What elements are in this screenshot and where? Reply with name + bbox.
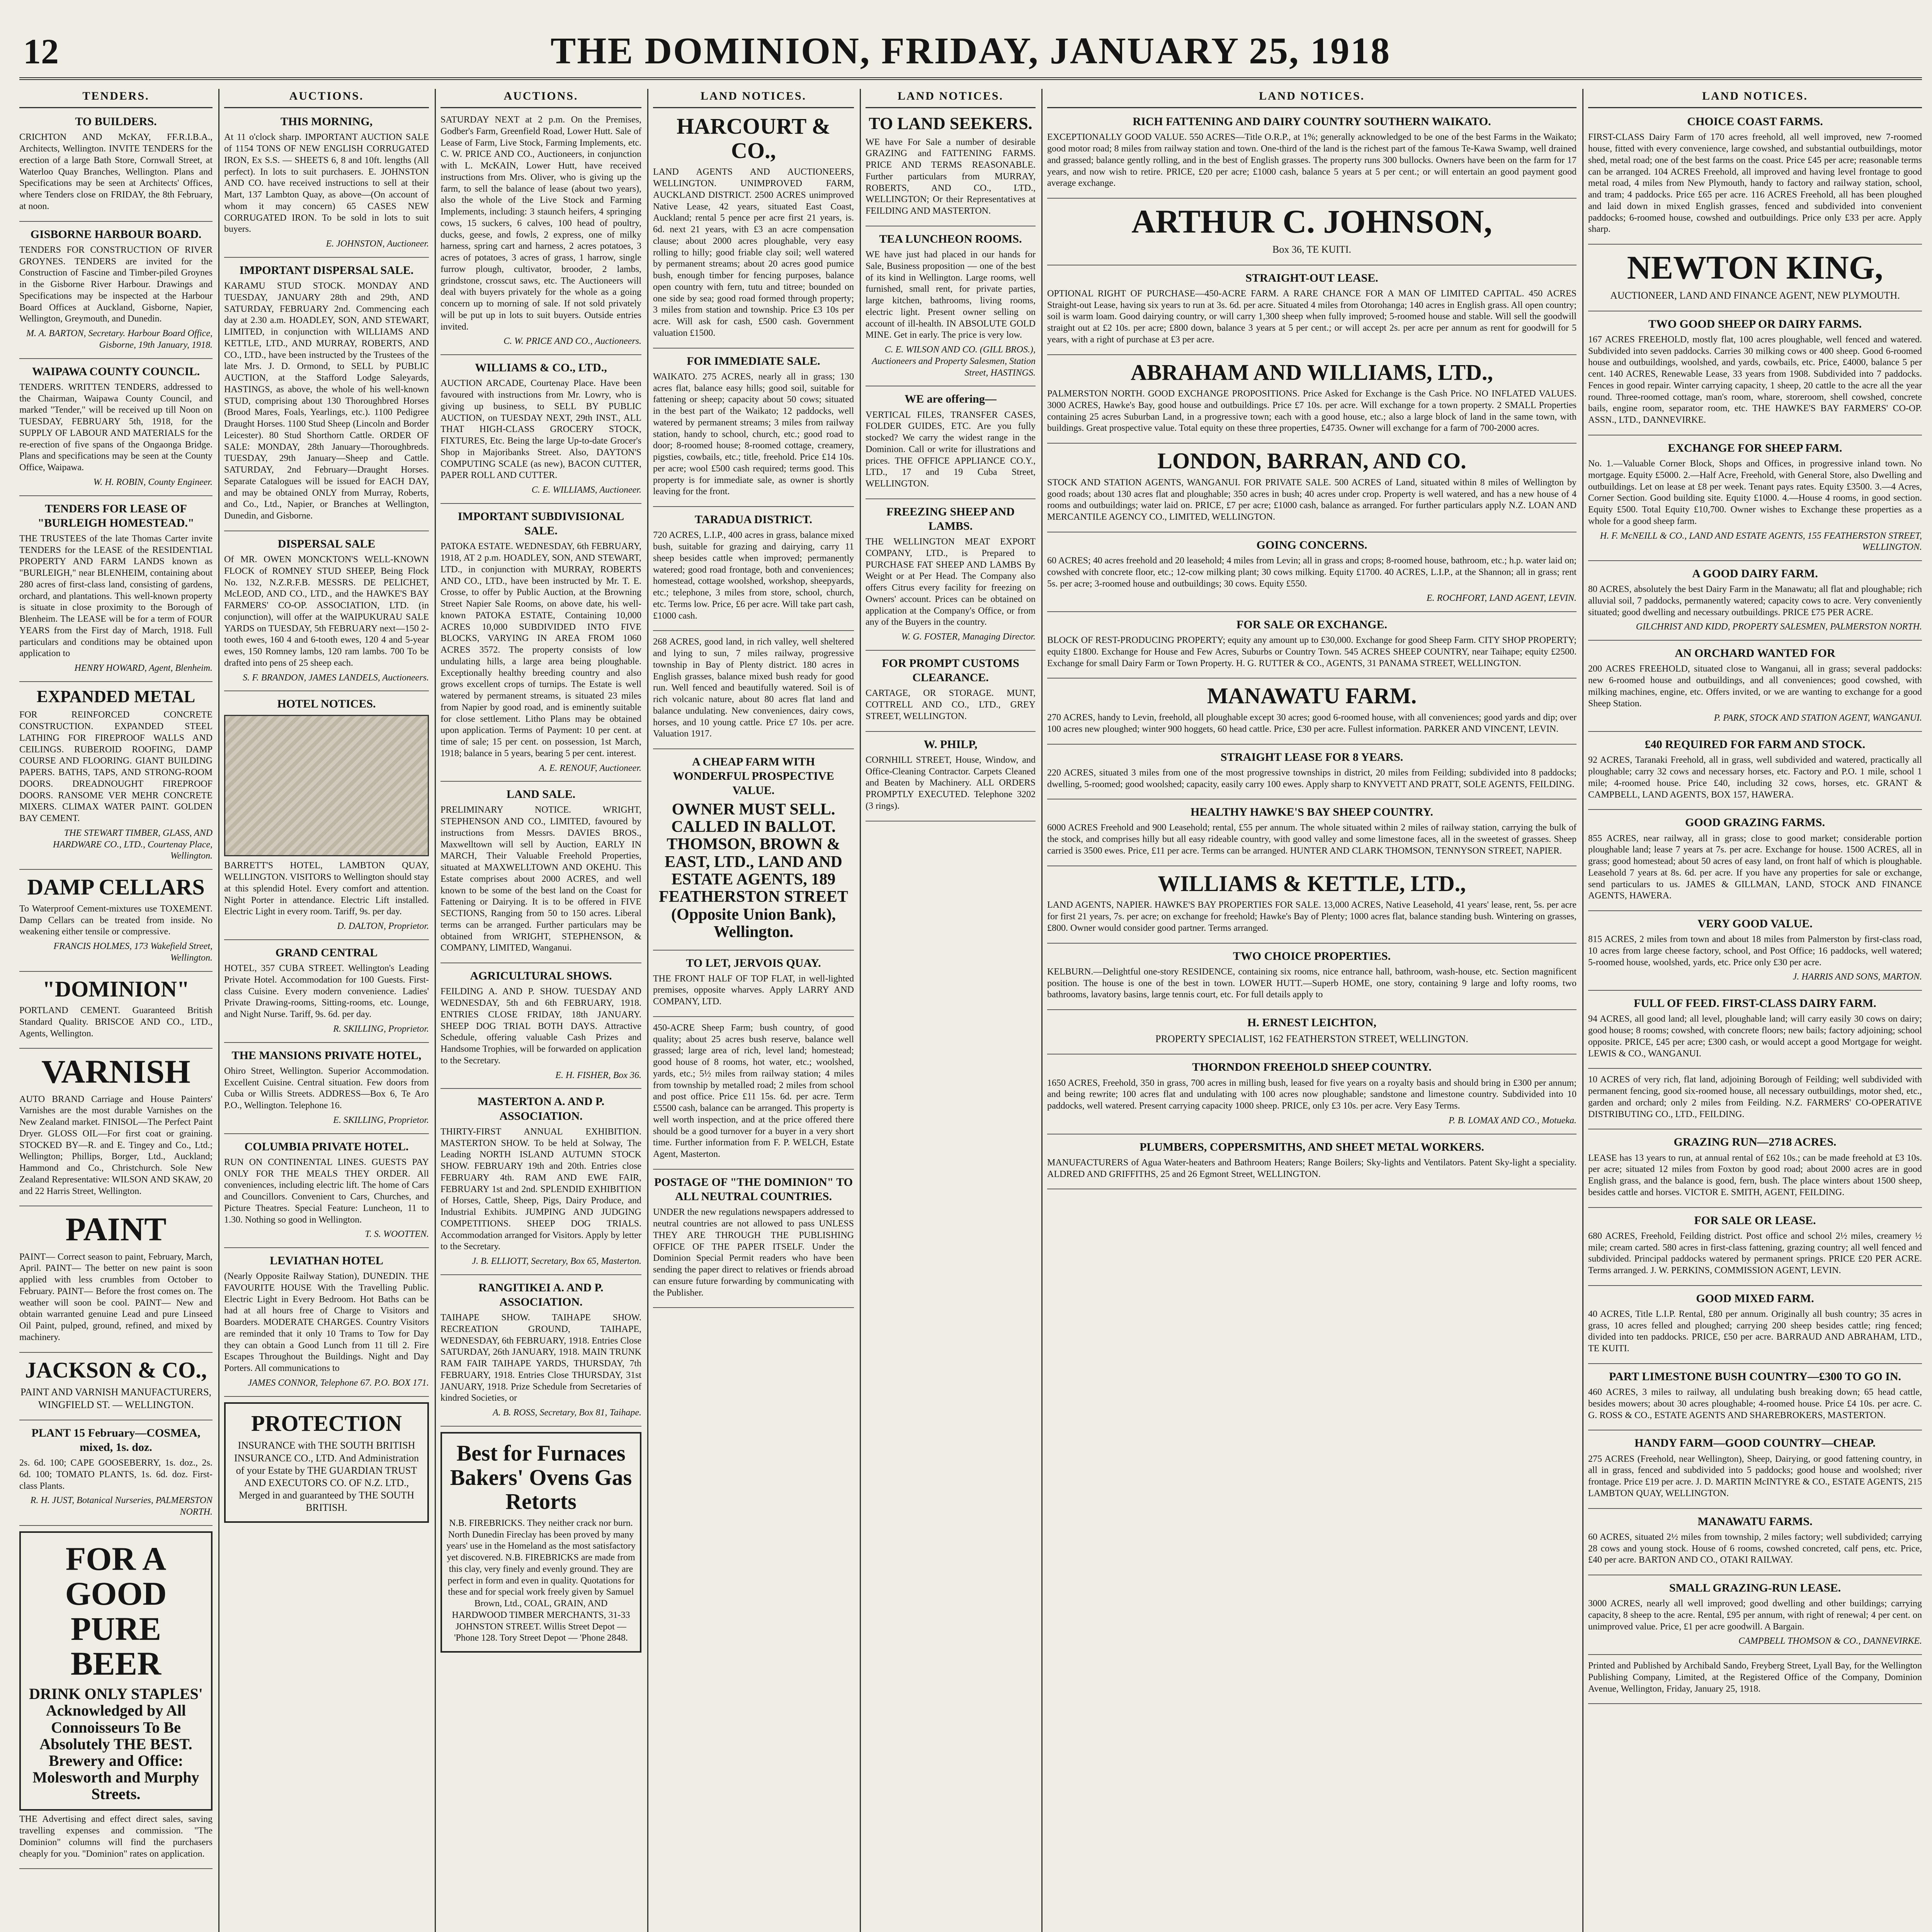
column-land-3 [1047,89,1577,1932]
ad-title: NEWTON KING, [1627,249,1883,286]
ad-body: KARAMU STUD STOCK. MONDAY AND TUESDAY, JANUARY 28th and 29th, AND SATURDAY, FEBRUARY 2nd. Commencing each day at 2.30 a.m. HOADLEY, SON, AND STEWART, LIMITED, in conjunction with WILLIAMS AND KETTLE, LTD., AND MURRAY, ROBERTS, AND CO., LTD., have been instructed by the Trustees of the late Mrs. J. D. Ormond, to SELL by PUBLIC AUCTION, at the Stafford Lodge Saleyards, HASTINGS, as above, the whole of his well-known STUD, comprising about 130 Thoroughbred Horses (Brood Mares, Foals, Yearlings, etc.). 1100 Pedigree Draught Horses. 1100 Stud Sheep (Lincoln and Border Leicester). 80 Stud Shorthorn Cattle. ORDER OF SALE: MONDAY, 28th January—Thoroughbreds. TUESDAY, 29th January—Sheep and Cattle. SATURDAY, 2nd February—Draught Horses. Separate Catalogues will be issued for EACH DAY, and may be obtained ONLY from Murray, Roberts, and Co., Ltd., Napier, or Branches at Wellington, Dunedin, and Gisborne. [224,281,429,521]
ad-to-let [653,956,854,1017]
ad-meat-export [866,505,1036,651]
ad-title: MASTERTON A. AND P. ASSOCIATION. [477,1095,605,1122]
ad-title: MANAWATU FARM. [1207,683,1417,709]
column-rule [435,89,436,1932]
ad-advertising [19,1814,213,1869]
ad-body: (Nearly Opposite Railway Station), DUNEDIN. THE FAVOURITE HOUSE With the Travelling Public. Electric Light in Every Bedroom. Hot Baths can be had at all hours free of Charge to Visitors and Boarders. MODERATE CHARGES. Country Visitors are reminded that it only 10 Trams to Tow for Day they can obtain a Good Lunch from 11 till 2. Fire Escapes Throughout the Buildings. Night and Day Porters. All communications to [224,1271,429,1374]
ad-body: 270 ACRES, handy to Levin, freehold, all ploughable except 30 acres; good 6-roomed house, with all conveniences; good yards and dip; over 100 acres new ploughed; winter 900 hoggets, 60 head cattle. Price, £30 per acre. Fullest information. PARKER AND VINCENT, LEVIN. [1047,713,1577,734]
ad-title: TO LET, JERVOIS QUAY. [686,956,821,969]
ad-title: TENDERS FOR LEASE OF "BURLEIGH HOMESTEAD." [37,502,194,529]
ad-jackson [19,1358,213,1420]
ad-body: Printed and Published by Archibald Sando, Freyberg Street, Lyall Bay, for the Wellington Publishing Company, Limited, at the Registered Office of the Company, Dominion Avenue, Wellington, Friday, January 25, 1918. [1588,1661,1922,1694]
ad-body: THIRTY-FIRST ANNUAL EXHIBITION. MASTERTON SHOW. To be held at Solway, The Leading NORTH ISLAND AUTUMN STOCK SHOW. FEBRUARY 19th and 20th. Entries close FEBRUARY 4th. RAM AND EWE FAIR, FEBRUARY 1st and 2nd. SPLENDID EXHIBITION of Horses, Cattle, Sheep, Pigs, Dairy Produce, and Industrial Exhibits. JUMPING AND JUDGING COMPETITIONS. SHEEP DOG TRIALS. Accommodation arranged for Visitors. Apply by letter to the Secretary. [440,1126,641,1252]
ad-body: 60 ACRES, situated 2½ miles from township, 2 miles factory; well subdivided; carrying 28 cows and young stock. House of 6 rooms, cowshed concreted, calf pens, etc. Price, £40 per acre. BARTON AND CO., OTAKI RAILWAY. [1588,1532,1922,1565]
ad-signature: R. H. JUST, Botanical Nurseries, PALMERSTON NORTH. [30,1495,213,1517]
ad-body: KELBURN.—Delightful one-story RESIDENCE, containing six rooms, nice entrance hall, bathroom, wash-house, etc. Section magnificent position. The house is one of the best in town. LOWER HUTT.—Superb HOME, one story, containing 9 large and lofty rooms, two bathrooms, lavatory basins, large tennis court, etc. For full details apply to [1047,966,1577,1000]
ad-body: 40 ACRES, Title L.I.P. Rental, £80 per annum. Originally all bush country; 35 acres in grass, 10 acres felled and ploughed; carrying 200 sheep besides cattle; ring fenced; divided into ten paddocks. PRICE, £50 per acre. BARRAUD AND ABRAHAM, LTD., TE KUITI. [1588,1309,1922,1354]
ad-body: 855 ACRES, near railway, all in grass; close to good market; considerable portion ploughable land; lease 7 years at 7s. per acre. Exchange for house. 1500 ACRES, all in grass; good homestead; about 50 acres of easy land, on front half of which is ploughable. Leasehold 7 years at 8s. 6d. per acre. If you have any properties for sale or exchange, send particulars to us. JAMES & GILLMAN, LAND, STOCK AND FINANCE AGENTS, HAWERA. [1588,833,1922,901]
ad-immediate-sale [653,354,854,507]
ad-body: 450-ACRE Sheep Farm; bush country, of good quality; about 25 acres bush reserve, balance well grassed; large area of rich, level land; homestead; good house of 8 rooms, hot water, etc.; woolshed, yards, etc.; 5½ miles from railway station; 4 miles from township by metalled road; 2 miles from school and post office. Price £11 15s. 6d. per acre. Term £5500 cash, balance can be arranged. This property is well worth inspection, and at the price offered there should be a good turnover for a buyer in a very short time. Further information from F. P. WELCH, Estate Agent, Masterton. [653,1022,854,1160]
ad-title: WILLIAMS & CO., LTD., [475,361,607,374]
ad-title: GRAND CENTRAL [275,946,378,959]
ad-body: 720 ACRES, L.I.P., 400 acres in grass, balance mixed bush, suitable for grazing and dairying, carry 11 sheep besides cattle when improved; permanently watered; good road frontage, both and conveniences; homestead, cottage woolshed, workshop, sheepyards, etc.; telephone, 3 miles from store, school, church, etc. Terms low. Price, £6 per acre. Will take part cash, £1000 cash. [653,530,854,621]
ad-corrugated-iron [224,114,429,258]
ad-signature: FRANCIS HOLMES, 173 Wakefield Street, Wellington. [53,941,213,963]
ad-body: CARTAGE, OR STORAGE. MUNT, COTTRELL AND CO., LTD., GREY STREET, WELLINGTON. [866,688,1036,721]
ad-title: FOR IMMEDIATE SALE. [687,354,820,367]
ad-postage-notice [653,1175,854,1308]
ad-title: HARCOURT & CO., [676,114,831,163]
ad-damp-cellars [19,875,213,971]
ad-body: 268 ACRES, good land, in rich valley, well sheltered and lying to sun, 7 miles railway, progressive township in Bay of Plenty district. 180 acres in English grasses, balance mixed bush ready for good run. Well fenced and beautifully watered. Soil is of rich volcanic nature, about 80 acres flat land and balance undulating. New conveniences, dairy cows, horses, and 10 young cattle. Price £7 10s. per acre. Valuation 1917. [653,637,854,739]
ad-body: AUCTION ARCADE, Courtenay Place. Have been favoured with instructions from Mr. Lowry, who is giving up business, to SELL BY PUBLIC AUCTION, on TUESDAY NEXT, 29th INST., ALL THAT HIGH-CLASS GROCERY STOCK, FIXTURES, Etc. Being the large Up-to-date Grocer's Shop in Majoribanks Street. Also, DAYTON'S COMPUTING SCALE (as new), BACON CUTTER, PAPER ROLL AND CUTTER. [440,378,641,481]
ad-title: COLUMBIA PRIVATE HOTEL. [244,1140,409,1153]
ad-grant-campbell [1588,737,1922,810]
ad-exchange-sheep [1588,441,1922,561]
ad-body: 460 ACRES, 3 miles to railway, all undulating bush breaking down; 65 head cattle, besides mowers; about 30 acres ploughable; 4-roomed house. Price £4 10s. per acre. C. G. ROSS & CO., ESTATE AGENTS AND SHAREBROKERS, MASTERTON. [1588,1387,1922,1420]
column-auctions-2 [440,89,641,1932]
ad-signature: A. B. ROSS, Secretary, Box 81, Taihape. [493,1408,641,1418]
ad-south-british [224,1402,429,1523]
ad-title: FOR SALE OR LEASE. [1694,1214,1816,1227]
ad-body: BLOCK OF REST-PRODUCING PROPERTY; equity any amount up to £30,000. Exchange for good Sheep Farm. CITY SHOP PROPERTY; equity £1800. Exchange for House and Few Acres, Suburbs or Country Town. 545 ACRES SHEEP COUNTRY, near Taihape; equity £2500. Exchange for small Dairy Farm or Town Property. H. G. RUTTER & CO., AGENTS, 31 PANAMA STREET, WELLINGTON. [1047,635,1577,668]
column-header: AUCTIONS. [224,89,429,108]
ad-body: THE TRUSTEES of the late Thomas Carter invite TENDERS for the LEASE of the RESIDENTIAL PROPERTY AND FARM LANDS known as "BURLEIGH," near BLENHEIM, containing about 280 acres of first-class land, consisting of gardens, orchard, and plantations. This well-known property is situate in close proximity to the Borough of Blenheim. The LEASE will be for a term of FOUR YEARS from the First day of March, 1918. Full particulars and conditions may be obtained upon application to [19,533,213,659]
ad-title: PLUMBERS, COPPERSMITHS, AND SHEET METAL WORKERS. [1139,1140,1484,1153]
ad-burleigh-lease [19,502,213,682]
ad-title: STRAIGHT-OUT LEASE. [1245,271,1378,284]
ad-customs-clearance [866,656,1036,732]
ad-title: VARNISH [41,1053,190,1090]
ad-mixed-farm [1588,1291,1922,1364]
ad-title: AGRICULTURAL SHOWS. [470,969,612,983]
ad-title: ABRAHAM AND WILLIAMS, LTD., [1131,359,1493,385]
ad-choice-coast [1588,114,1922,245]
ad-barretts-hotel [224,697,429,940]
ad-title: TEA LUNCHEON ROOMS. [879,232,1022,245]
ad-title: TWO CHOICE PROPERTIES. [1233,949,1391,963]
ad-hawkes-bay-sheep [1047,805,1577,866]
ad-title: CHOICE COAST FARMS. [1687,115,1823,128]
ad-sale-or-lease [1588,1213,1922,1286]
ad-body: LAND AGENTS AND AUCTIONEERS, WELLINGTON. UNIMPROVED FARM, AUCKLAND DISTRICT. 2500 ACRES unimproved Native Lease, 42 years, situated East Coast, Auckland; rental 5 pence per acre first 21 years, is. 6d. next 21 years, with £3 an acre compensation clause; about 2000 acres ploughable, very easy rolling to hilly; good friable clay soil; well watered by permanent streams; about 20 acres good pumice bush, enough timber for fencing purposes, balance open country with fern, tutu and titree; bounded on one side by sea; good road formed through property; 3 miles from station and township. Price £3 10s per acre. Will ask for cash, £500 cash. Government valuation £1500. [653,167,854,338]
ad-paint [19,1212,213,1352]
ad-taradua [653,512,854,631]
ad-title: FOR SALE OR EXCHANGE. [1236,618,1388,631]
ad-signature: GILCHRIST AND KIDD, PROPERTY SALESMEN, PALMERSTON NORTH. [1636,622,1922,632]
ad-body: 200 ACRES FREEHOLD, situated close to Wanganui, all in grass; several paddocks: new 6-roomed house and outbuildings, and all conveniences; good cowshed, with milking machines, engine, etc. Offers invited, or we are wanting to exchange for a good Sheep Station. [1588,664,1922,709]
ad-staples-beer [19,1531,213,1811]
column-header: LAND NOTICES. [1588,89,1922,108]
ad-title: STRAIGHT LEASE FOR 8 YEARS. [1220,750,1403,764]
column-rule [647,89,648,1932]
ad-mansions-hotel [224,1048,429,1134]
ad-title: WILLIAMS & KETTLE, LTD., [1158,871,1466,896]
ad-body: THE FRONT HALF OF TOP FLAT, in well-lighted premises, opposite wharves. Apply LARRY AND COMPANY, LTD. [653,973,854,1007]
ad-straight-out-lease [1047,271,1577,355]
ad-ernest-leichton [1047,1015,1577,1054]
ad-title: THORNDON FREEHOLD SHEEP COUNTRY. [1192,1061,1432,1074]
ad-signature: E. H. FISHER, Box 36. [555,1070,641,1080]
ad-signature: HENRY HOWARD, Agent, Blenheim. [74,663,213,673]
ad-body: TAIHAPE SHOW. TAIHAPE SHOW. RECREATION GROUND, TAIHAPE, WEDNESDAY, 6th FEBRUARY, 1918. Entries Close SATURDAY, 26th JANUARY, 1918. MAIN TRUNK RAM FAIR TAIHAPE YARDS, THURSDAY, 7th FEBRUARY, 1918. Entries Close THURSDAY, 31st JANUARY, 1918. Prize Schedule from Secretaries of kindred Societies, or [440,1313,641,1403]
ad-body: FEILDING A. AND P. SHOW. TUESDAY AND WEDNESDAY, 5th and 6th FEBRUARY, 1918. ENTRIES CLOSE FRIDAY, 18th JANUARY. SHEEP DOG TRIAL BOTH DAYS. Attractive Schedule, offering valuable Cash Prizes and Handsome Trophies, will be forwarded on application to the Secretary. [440,986,641,1066]
ad-varnish [19,1054,213,1206]
ad-signature: T. S. WOOTTEN. [365,1229,429,1240]
column-header: LAND NOTICES. [653,89,854,108]
ad-title: GISBORNE HARBOUR BOARD. [30,228,202,241]
ad-body: N.B. FIREBRICKS. They neither crack nor burn. North Dunedin Fireclay has been proved by many years' use in the Homeland as the most satisfactory yet discovered. N.B. FIREBRICKS are made from this clay, very finely and evenly ground. They are perfect in form and even in quality. Quotations for these and for special work freely given by Samuel Brown, Ltd., COAL, GRAIN, AND HARDWOOD TIMBER MERCHANTS, 31-33 JOHNSTON STREET. Willis Street Depot — 'Phone 128. Tory Street Depot — 'Phone 2848. [446,1518,636,1643]
ad-body: RUN ON CONTINENTAL LINES. GUESTS PAY ONLY FOR THE MEALS THEY ORDER. All conveniences, including electric lift. The home of Cars and Councillors. Convenient to Cars, Churches, and Picture Theatres. Special Feature: Luncheon, 11 to 1.30. Nothing so good in Wellington. [224,1157,429,1225]
ad-williams-grocery [440,361,641,504]
ad-body: SATURDAY NEXT at 2 p.m. On the Premises, Godber's Farm, Greenfield Road, Lower Hutt. Sale of Lease of Farm, Live Stock, Farming Implements, etc. C. W. PRICE AND CO., Auctioneers, in conjunction with L. McKAIN, Lower Hutt, have received instructions from Mrs. Oliver, who is giving up the farm, to sell the balance of lease (about two years), also the whole of the Live Stock and Farming Implements, including: 3 staunch heifers, 4 springing cows, 15 suckers, 6 calves, 100 head of poultry, ducks, geese, and fowls, 2 express, one of milky harness, spring cart and harness, 2 acres potatoes, 3 acres of potatoes, 3 acres of grass, 1 harrow, single furrow plough, cultivator, brooder, 2 lambs, grindstone, crosscut saws, etc. The Auctioneers will deal with buyers privately for the whole as a going concern up to morning of sale. If not sold privately will be put up in lots to suit buyers. Outside entries invited. [440,115,641,332]
ad-very-good-value [1588,917,1922,991]
ad-manawatu-farms [1588,1514,1922,1575]
ad-title: LEVIATHAN HOTEL [270,1254,383,1267]
column-header: LAND NOTICES. [866,89,1036,108]
ad-signature: E. SKILLING, Proprietor. [333,1115,429,1125]
ad-firebricks [440,1432,641,1653]
page-number: 12 [23,32,59,71]
ad-body: 2s. 6d. 100; CAPE GOOSEBERRY, 1s. doz., 2s. 6d. 100; TOMATO PLANTS, 1s. 6d. doz. First-class Plants. [19,1458,213,1491]
ad-body: LEASE has 13 years to run, at annual rental of £62 10s.; can be made freehold at £3 10s. per acre; situated 12 miles from Foxton by good road; about 2000 acres are in good English grass, and the balance is good, fern, bush. The place winters about 1500 sheep, besides cattle and horses. VICTOR E. SMITH, AGENT, FEILDING. [1588,1153,1922,1197]
ad-body: OWNER MUST SELL. CALLED IN BALLOT. THOMSON, BROWN & EAST, LTD., LAND AND ESTATE AGENTS, 189 FEATHERSTON STREET (Opposite Union Bank), Wellington. [659,800,848,941]
ad-grazing-run [1588,1135,1922,1208]
ad-body: PRELIMINARY NOTICE. WRIGHT, STEPHENSON AND CO., LIMITED, favoured by instructions from Messrs. DAVIES BROS., Maxwelltown will sell by Auction, EARLY IN MARCH, Their Valuable Freehold Properties, situated at MAXWELLTOWN AND OKEHU. This Estate comprises about 2000 ACRES, and well known to be some of the best land on the Coast for Fattening or Dairying. It is to be offered in FIVE SECTIONS, Ranging from 50 to 150 acres. Liberal terms can be arranged. Further particulars may be obtained from WRIGHT, STEPHENSON, & COMPANY, LIMITED, Wanganui. [440,805,641,953]
ad-signature: P. B. LOMAX AND CO., Motueka. [1448,1115,1577,1126]
ad-title: EXCHANGE FOR SHEEP FARM. [1668,441,1842,454]
ad-harcourt [653,114,854,349]
ad-title: FREEZING SHEEP AND LAMBS. [886,505,1015,533]
ad-title: AN ORCHARD WANTED FOR [1675,647,1835,660]
ad-body: LAND AGENTS, NAPIER. HAWKE'S BAY PROPERTIES FOR SALE. 13,000 ACRES, Native Leasehold, 41 years' lease, rent, 5s. per acre for first 21 years, 7s. per acre; on exchange for freehold; Hawke's Bay of Plenty; 1000 acres flat, balance standing bush. Wintering on grasses, £800. Owner would consider good partner. Terms arranged. [1047,900,1577,933]
column-header: TENDERS. [19,89,213,108]
ad-title: THE MANSIONS PRIVATE HOTEL, [231,1049,422,1062]
ad-title: Best for Furnaces Bakers' Ovens Gas Retorts [450,1440,632,1514]
ad-orchard-wanted [1588,646,1922,732]
ad-body: STOCK AND STATION AGENTS, WANGANUI. FOR PRIVATE SALE. 500 ACRES of Land, situated within 8 miles of Wellington by good roads; about 130 acres flat and ploughable; 350 acres in bush; 40 acres under crop. Property is well watered, and has a new house of 4 rooms and outbuildings; water laid on. PRICE, £7 per acre; £1000 cash, balance as arranged. For further particulars apply N.Z. LOAN AND MERCANTILE AGENCY CO., LIMITED, WELLINGTON. [1047,477,1577,522]
ad-body: PROPERTY SPECIALIST, 162 FEATHERSTON STREET, WELLINGTON. [1155,1033,1468,1045]
ad-body: PAINT AND VARNISH MANUFACTURERS, WINGFIELD ST. — WELLINGTON. [20,1386,212,1410]
ad-10-acres [1588,1074,1922,1129]
ad-title: FOR A GOOD PURE BEER [65,1540,167,1682]
ad-godber-farm [440,114,641,355]
ad-title: A CHEAP FARM WITH WONDERFUL PROSPECTIVE VALUE. [673,755,834,797]
ad-signature: R. SKILLING, Proprietor. [333,1024,429,1034]
ad-body: 92 ACRES, Taranaki Freehold, all in grass, well subdivided and watered, practically all ploughable; carry 32 cows and necessary horses, etc. Factory and P.O. 1 mile, school 1 mile; 4-roomed house. Price £40, including 32 cows, horses, etc. GRANT & CAMPBELL, LAND AGENTS, BOX 157, HAWERA. [1588,755,1922,800]
ad-signature: C. E. WILLIAMS, Auctioneer. [531,485,641,495]
ad-body: To Waterproof Cement-mixtures use TOXEMENT. Damp Cellars can be treated from inside. No weakening either tensile or compressive. [19,903,213,937]
ad-body: No. 1.—Valuable Corner Block, Shops and Offices, in progressive inland town. No mortgage. Equity £5000. 2.—Half Acre, Freehold, with General Store, also Dwelling and outbuildings. Let on lease at £8 per week. Tenant pays rates. Equity £3500. 3.—4 Acres, Corner Section. Good building site. Equity £1000. 4.—House 4 rooms, in good section. Equity £500. Total Equity £10,700. Owner wishes to Exchange these properties as a whole for a good sheep farm. [1588,459,1922,526]
ad-title: DISPERSAL SALE [277,537,376,550]
ad-body: TENDERS FOR CONSTRUCTION OF RIVER GROYNES. TENDERS are invited for the Construction of Fascine and Timber-piled Groynes in the Gisborne River Harbour. Drawings and Specifications may be inspected at the Harbour Board Offices at Auckland, Gisborne, Napier, Wellington, Greymouth, and Dunedin. [19,245,213,324]
ad-title: VERY GOOD VALUE. [1697,917,1813,930]
ad-dominion-cement [19,977,213,1049]
ad-body: PAINT— Correct season to paint, February, March, April. PAINT— The better on new paint is soon applied with less crumbles from October to February. PAINT— Before the frost comes on. The weather will soon be cool. PAINT— New and obtain warranted genuine Lead and pure Linseed Oil Paint, pulped, ground, refined, and mixed by machinery. [19,1252,213,1342]
ad-signature: C. W. PRICE AND CO., Auctioneers. [503,336,641,347]
ad-signature: JAMES CONNOR, Telephone 67. P.O. BOX 171. [248,1378,429,1388]
ad-title: TWO GOOD SHEEP OR DAIRY FARMS. [1648,317,1862,330]
ad-body: THE Advertising and effect direct sales, saving travelling expenses and commission. "The Dominion" columns will find the purchasers cheaply for you. "Dominion" rates on application. [19,1814,213,1859]
ad-body: AUTO BRAND Carriage and House Painters' Varnishes are the most durable Varnishes on the New Zealand market. FINISOL—The Perfect Paint Dryer. GLOSS OIL—For first coat or graining. STOCKED BY—R. and E. Tingey and Co., Ltd.; Wellington; Phillips, Borger, Ltd., Auckland; Hammond and Co., Christchurch. Sole New Zealand Representative: WILSON AND SKAW, 20 and 22 Harris Street, Wellington. [19,1094,213,1196]
ad-title: JACKSON & CO., [25,1357,207,1383]
ad-good-dairy [1588,566,1922,641]
ad-body: UNDER the new regulations newspapers addressed to neutral countries are not allowed to pass UNLESS THEY ARE THROUGH THE PUBLISHING OFFICE OF THE PAPER ITSELF. Under the Dominion Special Permit readers who have been sending the paper direct to relatives or friends abroad can ensure future forwarding by communicating with the Publisher. [653,1207,854,1298]
ad-london-barran [1047,449,1577,532]
ad-body: WAIKATO. 275 ACRES, nearly all in grass; 130 acres flat, balance easy hills; good soil, suitable for fattening or sheep; capacity about 50 cows; situated in the best part of the Waikato; 12 paddocks, well watered by permanent streams; 3 miles from railway station, handy to school, church, etc.; good road to door; 8-roomed house; 8-roomed cottage, creamery, pigsties, cowbails, etc.; title, freehold. Price £14 10s. per acre; wool £500 cash required; terms good. This property is for immediate sale, as owner is shortly leaving for the front. [653,371,854,497]
ad-body: 94 ACRES, all good land; all level, ploughable land; will carry easily 30 cows on dairy; good house; 8 rooms; cowshed, with concrete floors; new bails; factory adjoining; school opposite. PRICE, £45 per acre; £300 cash, or would accept a good Mortgage for weight. LEWIS & CO., WANGANUI. [1588,1014,1922,1059]
ad-title: EXPANDED METAL [36,687,196,706]
ad-w-philp [866,737,1036,821]
ad-title: W. PHILP, [923,738,978,751]
ad-body: 275 ACRES (Freehold, near Wellington), Sheep, Dairying, or good fattening country, in all in grass, fenced and subdivided into 5 paddocks; good house and woolshed; river frontage. Price £19 per acre. J. D. MARTIN McINTYRE & CO., ESTATE AGENTS, 215 LAMBTON QUAY, WELLINGTON. [1588,1454,1922,1498]
hotel-illustration [224,715,429,856]
ad-title: £40 REQUIRED FOR FARM AND STOCK. [1645,738,1866,751]
ad-title: H. ERNEST LEICHTON, [1247,1016,1376,1029]
ad-two-good-farms [1588,317,1922,435]
ad-signature: J. B. ELLIOTT, Secretary, Box 65, Masterton. [472,1256,641,1266]
ad-title: MANAWATU FARMS. [1697,1515,1813,1528]
ad-body: THE WELLINGTON MEAT EXPORT COMPANY, LTD., is Prepared to PURCHASE FAT SHEEP AND LAMBS By Weight or at Per Head. The Company also offers Citrus every facility for freezing on Owners' account. Prices can be obtained on application at the Company's Office, or from any of the Buyers in the country. [866,537,1036,628]
ad-straight-lease [1047,750,1577,800]
ad-body: PALMERSTON NORTH. GOOD EXCHANGE PROPOSITIONS. Price Asked for Exchange is the Cash Price. NO INFLATED VALUES. 3000 ACRES, Hawke's Bay, good house and outbuildings. Price £7 10s. per acre. Will exchange for a town property. 2 SMALL Properties containing 25 acres Suburban Land, in a progressive town; each with a good house, etc.; also a large block of land in the same town, with buildings. Great prospective value. Total equity on these three properties, £4735. Owner will exchange for a farm of 700-2000 acres. [1047,389,1577,434]
ad-body: FIRST-CLASS Dairy Farm of 170 acres freehold, all well improved, new 7-roomed house, fitted with every convenience, large cowshed, and substantial outbuildings, motor shed, metal road; one of the best farms on the coast. Price £45 per acre; reasonable terms can be arranged. 104 ACRES Freehold, all improved and having level frontage to good metal road, 4 miles from New Plymouth, handy to factory and railway station, school, and tram; 4 paddocks. Price £65 per acre. 116 ACRES Freehold, all has been ploughed and laid down in mixed English grasses, fenced and subdivided into convenient paddocks; 6-roomed house, cowshed and outbuildings. Price only £33 per acre. Apply sharp. [1588,132,1922,235]
ad-going-concerns [1047,538,1577,612]
ad-signature: A. E. RENOUF, Auctioneer. [539,763,641,773]
ad-title: GOOD MIXED FARM. [1696,1292,1814,1305]
ad-limestone-bush [1588,1369,1922,1430]
column-land-1 [653,89,854,1932]
ad-signature: S. F. BRANDON, JAMES LANDELS, Auctioneers. [243,672,429,683]
ad-body: At 11 o'clock sharp. IMPORTANT AUCTION SALE of 1154 TONS OF NEW ENGLISH CORRUGATED IRON, Ex S.S. — SHEETS 6, 8 and 10ft. lengths (All perfect). In lots to suit purchasers. E. JOHNSTON AND CO. have received instructions to sell at their Mart, 137 Lambton Quay, as above—(On account of whom it may concern) 65 CASES NEW CORRUGATED IRON. To be sold in lots to suit buyers. [224,132,429,235]
ad-body: PORTLAND CEMENT. Guaranteed British Standard Quality. BRISCOE AND CO., LTD., Agents, Wellington. [19,1005,213,1039]
column-auctions-1 [224,89,429,1932]
ad-body: 60 ACRES; 40 acres freehold and 20 leasehold; 4 miles from Levin; all in grass and crops; 8-roomed house, bathroom, etc.; h.p. water laid on; cowshed with concrete floor, etc.; 12-cow milking plant; 30 cows milking. Equity £1700. 40 ACRES, L.I.P., at the Shannon; all in grass; rent 5s. per acre; 3-roomed house and outbuildings; 30 cows. Equity £550. [1047,556,1577,589]
ad-body: 6000 ACRES Freehold and 900 Leasehold; rental, £55 per annum. The whole situated within 2 miles of railway station, carrying the bulk of the stock, and comprises hilly but all easy rideable country, with good valley and some limestone faces, all in the sweetest of grasses. Sheep carried is 3500 ewes. Price, £11 per acre. Terms can be arranged. HUNTER AND CLARK THOMSON, TENNYSON STREET, NAPIER. [1047,823,1577,856]
ad-body: HOTEL, 357 CUBA STREET. Wellington's Leading Private Hotel. Accommodation for 100 Guests. First-class Cuisine. Every modern convenience. Ladies' Private Drawing-rooms, Sitting-rooms, etc. Lounge, and Night Nurse. Tariff, 9s. 6d. per day. [224,963,429,1020]
ad-body: MANUFACTURERS of Agua Water-heaters and Bathroom Heaters; Range Boilers; Sky-lights and Ventilators. Patent Sky-light a speciality. ALDRED AND GRIFFITHS, 25 and 26 Egmont Street, WELLINGTON. [1047,1157,1577,1179]
ad-body: 3000 ACRES, nearly all well improved; good dwelling and other buildings; carrying capacity, 8 sheep to the acre. Rental, £95 per annum, with right of renewal; 4 per cent. on unimproved value. Price, £1 per acre goodwill. A Bargain. [1588,1599,1922,1632]
ad-signature: E. JOHNSTON, Auctioneer. [326,239,429,249]
ad-body: Of MR. OWEN MONCKTON'S WELL-KNOWN FLOCK of ROMNEY STUD SHEEP, Being Flock No. 132, N.Z.R.F.B. MESSRS. DE PELICHET, McLEOD, AND CO., LTD., and the HAWKE'S BAY FARMERS' CO-OP. ASSOCIATION, LTD. (in conjunction), will offer at the WAIPUKURAU SALE YARDS on TUESDAY, 5th FEBRUARY next—150 2-tooth ewes, 160 4 and 6-tooth ewes, 120 4 and 5-year ewes, 150 Romney lambs, 120 ram lambs. 700 To be drafted into pens of 25 sheep each. [224,554,429,668]
ad-title: TO BUILDERS. [75,115,157,128]
ad-title: TARADUA DISTRICT. [695,513,812,526]
ad-abraham-williams [1047,361,1577,444]
ad-title: FOR PROMPT CUSTOMS CLEARANCE. [882,656,1019,684]
ad-title: THIS MORNING, [280,115,373,128]
ad-body: EXCEPTIONALLY GOOD VALUE. 550 ACRES—Title O.R.P., at 1%; generally acknowledged to be one of the best Farms in the Waikato; good motor road; 8 miles from railway station and town. One-third of the land is the richest part of the famous Te-Kawa Swamp, well drained and grassed; balance gently rolling, and in the best of English grasses. The property runs 300 bullocks. Owners have been on the farm for 17 years, and now wish to retire. PRICE, £20 per acre; £1000 cash, balance 5 years at 5 per cent.; or will entertain an good payment good average exchange. [1047,132,1577,189]
ad-title: HANDY FARM—GOOD COUNTRY—CHEAP. [1634,1437,1876,1450]
ad-arthur-johnson [1047,204,1577,265]
ad-body: 80 ACRES, absolutely the best Dairy Farm in the Manawatu; all flat and ploughable; rich alluvial soil, 7 paddocks, permanently watered; capacity cows to acre. Very conveniently situated; good dwelling and necessary outbuildings. PRICE £75 PER ACRE. [1588,584,1922,617]
ad-title: "DOMINION" [42,976,190,1002]
ad-thomson-brown-east [653,755,854,950]
ad-title: GRAZING RUN—2718 ACRES. [1673,1136,1837,1149]
column-land-2 [866,89,1036,1932]
ad-title: PAINT [65,1211,167,1248]
ad-signature: M. A. BARTON, Secretary. Harbour Board Office, Gisborne, 19th January, 1918. [26,328,213,350]
ad-body: WE have For Sale a number of desirable GRAZING and FATTENING FARMS. PRICE AND TERMS REASONABLE. Further particulars from MURRAY, ROBERTS, AND CO., LTD., WELLINGTON; Or their Representatives at FEILDING AND MASTERTON. [866,137,1036,216]
ad-title: A GOOD DAIRY FARM. [1692,567,1818,580]
ad-taihape-show [440,1281,641,1427]
ad-title: FULL OF FEED. FIRST-CLASS DAIRY FARM. [1634,997,1876,1010]
ad-body: 1650 ACRES, Freehold, 350 in grass, 700 acres in milling bush, leased for five years on a royalty basis and should bring in £300 per annum; and being rewrite; 100 acres flat and undulating with 100 acres now ploughable; sandstone and limestone country. Subdivided into 10 paddocks, well watered. Present carrying capacity 1000 sheep. PRICE, only £3 10s. per acre. Very Easy Terms. [1047,1078,1577,1111]
ad-title: IMPORTANT SUBDIVISIONAL SALE. [457,510,624,537]
ad-body: CRICHTON AND McKAY, FF.R.I.B.A., Architects, Wellington. INVITE TENDERS for the erection of a large Bath Store, Cornwall Street, at Waterloo Quay Branches, Wellington. Plans and Specifications may be seen at Architects' Offices, where Tenders close on FRIDAY, the 8th February, at noon. [19,132,213,211]
ad-body: 680 ACRES, Freehold, Feilding district. Post office and school 2½ miles, creamery ½ mile; cream carted. 580 acres in first-class fattening, grazing country; all well fenced and subdivided. Principal paddocks watered by permanent springs. PRICE £20 PER ACRE. Terms arranged. J. W. PERKINS, COMMISSION AGENT, LEVIN. [1588,1231,1922,1276]
ad-title: ARTHUR C. JOHNSON, [1131,203,1492,240]
column-header: LAND NOTICES. [1047,89,1577,108]
ad-title: DAMP CELLARS [27,874,205,900]
ad-karamu-stud [224,263,429,531]
ad-thorndon-sheep [1047,1060,1577,1134]
ad-body: 167 ACRES FREEHOLD, mostly flat, 100 acres ploughable, well fenced and watered. Subdivided into seven paddocks. Carries 30 milking cows or 400 sheep. Good 6-roomed house and outbuildings, woolshed, and yards, cowbails, etc. Price, £4000, balance 5 per cent. 140 ACRES, Renewable Lease, 33 years from 1908. Subdivided into 7 paddocks. Fences in good repair. Winter carrying capacity, 1 sheep, 20 cattle to the acre all the year round. Three-roomed cottage, man's room, whare, storeroom, shell cowshed, concrete bails, engine room, separator room, etc. THE HAWKE'S BAY FARMERS' CO-OP. ASSN., LTD., DANNEVIRKE. [1588,334,1922,425]
ad-signature: D. DALTON, Proprietor. [337,921,429,932]
ad-tea-rooms [866,232,1036,386]
ad-signature: H. F. McNEILL & CO., LAND AND ESTATE AGENTS, 155 FEATHERSTON STREET, WELLINGTON. [1600,531,1922,553]
ad-southern-waikato [1047,114,1577,199]
ad-body: WE have just had placed in our hands for Sale, Business proposition — one of the best of its kind in Wellington. Large rooms, well furnished, small rent, for private parties, large kitchen, bathrooms, living rooms, electric light. Present owner selling on account of ill-health. IN ABSOLUTE GOLD MINE. Get in early. The price is very low. [866,250,1036,340]
ad-title: HEALTHY HAWKE'S BAY SHEEP COUNTRY. [1190,806,1433,819]
ad-body: PATOKA ESTATE. WEDNESDAY, 6th FEBRUARY, 1918, AT 2 p.m. HOADLEY, SON, AND STEWART, LTD., in conjunction with MURRAY, ROBERTS AND CO., LTD., have been instructed by Mr. T. E. Crosse, to offer by Public Auction, at the Browning Street Napier Sale Rooms, on above date, his well-known PATOKA ESTATE, Containing 10,000 ACRES 10,000 SUBDIVIDED INTO FIVE BLOCKS, VARYING IN AREA FROM 1060 ACRES 3572. The property consists of low undulating hills, a large area being ploughable. Exceptionally healthy breeding country and also grows excellent crops of turnips. The Estate is well watered by permanent streams, is situated 23 miles from Napier by good road, and is eminently suitable for close settlement. Litho Plans may be obtained upon application. Terms of Payment: 10 per cent. at time of sale; 15 per cent. on possession, 1st March, 1918; balance in 5 years, bearing 5 per cent. interest. [440,541,641,759]
ad-plants [19,1426,213,1526]
ad-expanded-metal [19,687,213,870]
ad-title: PLANT 15 February—COSMEA, mixed, 1s. doz. [31,1426,201,1454]
ad-title: LONDON, BARRAN, AND CO. [1157,448,1466,474]
ad-title: WE are offering— [905,393,997,406]
ad-title: TO LAND SEEKERS. [869,114,1032,133]
ad-title: PROTECTION [251,1410,402,1436]
column-header: AUCTIONS. [440,89,641,108]
ad-williams-kettle [1047,872,1577,944]
ad-title: POSTAGE OF "THE DOMINION" TO ALL NEUTRAL COUNTRIES. [654,1175,853,1203]
ad-signature: W. H. ROBIN, County Engineer. [93,477,213,487]
ad-to-builders [19,114,213,221]
ad-title: RANGITIKEI A. AND P. ASSOCIATION. [478,1281,604,1308]
ad-450-acre-sheep [653,1022,854,1170]
ad-patoka-estate [440,509,641,782]
ad-feilding-show [440,969,641,1089]
ad-title: HOTEL NOTICES. [277,697,376,711]
ad-title: GOING CONCERNS. [1256,538,1367,551]
ad-title: SMALL GRAZING-RUN LEASE. [1669,1582,1841,1595]
ad-body: OPTIONAL RIGHT OF PURCHASE—450-ACRE FARM. A RARE CHANCE FOR A MAN OF LIMITED CAPITAL. 450 ACRES Straight-out Lease, having six years to run at 3s. 6d. per acre. Situated 4 miles from Otorohanga; 140 acres in English grass. All open country; soil is warm loam. Good dairying country, or will carry 1,300 sheep when fully improved; 5-roomed house and stable. Will sell the goodwill straight out at £2 10s. per acre; £800 down, balance 3 years at 5 per cent.; or will accept 2s. per acre per annum as rent for goodwill for 5 years, with a right of purchase at £3 per acre. [1047,288,1577,345]
ad-gisborne-harbour [19,227,213,359]
ad-body: 10 ACRES of very rich, flat land, adjoining Borough of Feilding; well subdivided with permanent fencing, good six-roomed house, all necessary outbuildings, motor shed, etc., garden and orchard; only 2 miles from Feilding. N.Z. FARMERS' CO-OPERATIVE DISTRIBUTING CO., LTD., FEILDING. [1588,1075,1922,1119]
column-rule [1041,89,1043,1932]
column-rule [218,89,219,1932]
ad-good-grazing [1588,815,1922,911]
ad-columbia-hotel [224,1139,429,1248]
ad-handy-farm [1588,1436,1922,1509]
ad-body: 815 ACRES, 2 miles from town and about 18 miles from Palmerston by first-class road, 10 acres from large cheese factory, school, and Post Office; 16 paddocks, well watered; 5-roomed house, woolshed, yards, etc. Price only £30 per acre. [1588,934,1922,968]
ad-signature: E. ROCHFORT, LAND AGENT, LEVIN. [1426,593,1577,604]
ad-body: AUCTIONEER, LAND AND FINANCE AGENT, NEW PLYMOUTH. [1610,290,1900,301]
ad-title: WAIPAWA COUNTY COUNCIL. [32,365,200,378]
ad-body: FOR REINFORCED CONCRETE CONSTRUCTION. EXPANDED STEEL LATHING FOR FIREPROOF WALLS AND CEILINGS. RUBEROID ROOFING, DAMP COURSE AND FLOORING. GIANT BUILDING PAPERS. BATHS, TAPS, AND STRONG-ROOM DOORS. DREADNOUGHT FIREPROOF DOORS. RANSOME VER MEHR CONCRETE MIXERS. CLIMAX WATER PAINT. GOLDEN BAY CEMENT. [19,710,213,824]
newspaper-title: THE DOMINION, FRIDAY, JANUARY 25, 1918 [550,30,1391,72]
ad-signature: CAMPBELL THOMSON & CO., DANNEVIRKE. [1738,1636,1922,1646]
ad-title: PART LIMESTONE BUSH COUNTRY—£300 TO GO IN. [1609,1370,1901,1383]
ad-rutter [1047,617,1577,679]
column-rule [1582,89,1583,1932]
ad-signature: W. G. FOSTER, Managing Director. [901,632,1036,642]
ad-title: GOOD GRAZING FARMS. [1685,816,1825,829]
ad-monckton-flock [224,537,429,691]
ad-title: RICH FATTENING AND DAIRY COUNTRY SOUTHERN WAIKATO. [1133,115,1491,128]
column-rule [860,89,861,1932]
ad-imprint [1588,1660,1922,1704]
ad-manawatu-farm [1047,684,1577,744]
ad-grazing-run-lease [1588,1581,1922,1655]
ad-land-sale [440,787,641,963]
ad-full-of-feed [1588,996,1922,1069]
column-land-4 [1588,89,1922,1932]
ad-signature: P. PARK, STOCK AND STATION AGENT, WANGANUI. [1714,713,1922,723]
masthead [19,27,1922,80]
ad-signature: THE STEWART TIMBER, GLASS, AND HARDWARE CO., LTD., Courtenay Place, Wellington. [53,828,213,861]
ad-signature: C. E. WILSON AND CO. (GILL BROS.), Auctioneers and Property Salesmen, Station Street, HASTINGS. [872,345,1036,378]
ad-body: INSURANCE with THE SOUTH BRITISH INSURANCE CO., LTD. And Administration of your Estate by THE GUARDIAN TRUST AND EXECUTORS CO. OF N.Z. LTD., Merged in and guaranteed by THE SOUTH BRITISH. [234,1440,419,1514]
ad-body: 220 ACRES, situated 3 miles from one of the most progressive townships in district, 20 miles from Feilding; subdivided into 8 paddocks; dwelling, 5-roomed; good woolshed; capacity, easily carry 100 ewes. Apply sharp to KNYVETT AND PRATT, SOLE AGENTS, FEILDING. [1047,767,1577,789]
ad-body: BARRETT'S HOTEL, LAMBTON QUAY, WELLINGTON. VISITORS to Wellington should stay at this splendid Hotel. Every comfort and attention. Night Porter in attendance. Electric Lift installed. Electric Light in every room. Tariff, 9s. per day. [224,861,429,917]
ad-newton-king [1588,250,1922,311]
ad-leviathan-hotel [224,1253,429,1397]
ad-vertical-files [866,392,1036,499]
ad-body: CORNHILL STREET, House, Window, and Office-Cleaning Contractor. Carpets Cleaned and Beaten by Machinery. ALL ORDERS PROMPTLY EXECUTED. Telephone 3202 (3 rings). [866,755,1036,811]
ad-body: VERTICAL FILES, TRANSFER CASES, FOLDER GUIDES, ETC. Are you fully stocked? We carry the widest range in the Dominion. Call or write for illustrations and prices. THE OFFICE APPLIANCE CO.Y., LTD., 17 and 19 Cuba Street, WELLINGTON. [866,410,1036,489]
ad-268-acres [653,636,854,749]
ad-waipawa-council [19,364,213,496]
ad-title: LAND SALE. [506,788,576,801]
ad-body: Ohiro Street, Wellington. Superior Accommodation. Excellent Cuisine. Central situation. Few doors from Cuba or Willis Streets. ADDRESS—Box 6, Te Aro P.O., Wellington. Telephone 16. [224,1066,429,1111]
column-tenders [19,89,213,1932]
ad-title: IMPORTANT DISPERSAL SALE. [239,264,414,277]
ad-body: TENDERS. WRITTEN TENDERS, addressed to the Chairman, Waipawa County Council, and marked "Tender," will be received up till Noon on TUESDAY, FEBRUARY 5th, 1918, for the SUPPLY OF LABOUR AND MATERIALS for the re-erection of five spans of the Ongaonga Bridge. Plans and specifications may be seen at the County Office, Waipawa. [19,382,213,473]
ad-signature: J. HARRIS AND SONS, MARTON. [1793,972,1922,982]
ad-masterton-show [440,1094,641,1275]
ad-grand-central [224,946,429,1043]
ad-plumbers [1047,1140,1577,1190]
ad-two-choice [1047,949,1577,1010]
ad-land-seekers [866,114,1036,226]
ad-body: DRINK ONLY STAPLES' Acknowledged by All Connoisseurs To Be Absolutely THE BEST. Brewery and Office: Molesworth and Murphy Streets. [29,1685,203,1803]
ad-body: Box 36, TE KUITI. [1272,244,1351,255]
